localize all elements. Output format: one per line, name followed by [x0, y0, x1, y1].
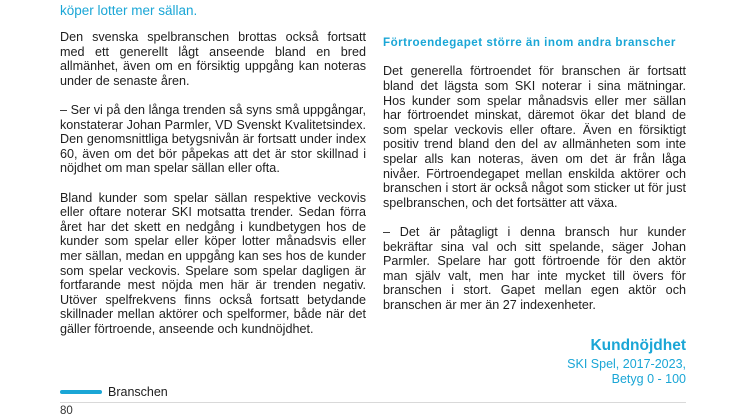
- chart-subtitle-line-2: Betyg 0 - 100: [611, 372, 686, 386]
- left-paragraph-3: Bland kunder som spelar sällan respektive veckovis eller oftare noterar SKI motsatta trender. Sedan förra året har det skett en nedgång i kundbetygen hos de kunder som spelar eller köper lotter månadsvis eller mer sällan, medan en uppgång kan ses hos de kunder som spelar veckovis. Spelare som spelar dagligen är fortfarande mest nöjda men här är trenden negativ. Utöver spelfrekvens finns också fortsatt betydande skillnader mellan aktörer och spelformer, både när det gäller förtroende, anseende och kundnöjdhet.: [60, 190, 366, 336]
- chart-legend: [60, 385, 168, 399]
- legend-label: Branschen: [108, 385, 168, 399]
- page-number: 80: [60, 405, 73, 417]
- section-subhead: Förtroendegapet större än inom andra branscher: [383, 36, 676, 49]
- left-column: [60, 30, 366, 351]
- chart-subtitle: [486, 357, 686, 387]
- footer-divider: [60, 402, 686, 403]
- right-paragraph-1: Det generella förtroendet för branschen är fortsatt bland det lägsta som SKI noterar i sina mätningar. Hos kunder som spelar månadsvis eller mer sällan har förtroendet minskat, däremot ökar det bland de som spelar veckovis eller oftare. Även en försiktigt positiv trend bland den del av allmänheten som inte spelar alls kan noteras, även om det är från låga nivåer. Förtroendegapet mellan enskilda aktörer och branschen i stort är också något som sticker ut för just spelbranschen, och det fortsätter att växa.: [383, 64, 686, 210]
- legend-line-swatch: [60, 390, 102, 394]
- chart-title: Kundnöjdhet: [590, 337, 686, 354]
- right-paragraph-2: – Det är påtagligt i denna bransch hur kunder bekräftar sina val och sitt spelande, säger Johan Parmler. Spelare har gott förtroende för den aktör man själv valt, men har inte mycket till övers för branschen i stort. Gapet mellan egen aktör och branschen är mer än 27 indexenheter.: [383, 224, 686, 312]
- left-paragraph-2: – Ser vi på den långa trenden så syns små uppgångar, konstaterar Johan Parmler, VD Svenskt Kvalitetsindex. Den genomsnittliga betygsnivån är fortsatt under index 60, även om det bör påpekas att det är stor skillnad i nöjdhet om man spelar sällan eller ofta.: [60, 102, 366, 176]
- chart-subtitle-line-1: SKI Spel, 2017-2023,: [567, 357, 686, 371]
- right-column: [383, 37, 686, 327]
- left-paragraph-1: Den svenska spelbranschen brottas också fortsatt med ett generellt lågt anseende bland en bred allmänhet, även om en försiktig uppgång kan noteras under de senaste åren.: [60, 30, 366, 88]
- lead-line: köper lotter mer sällan.: [60, 3, 198, 18]
